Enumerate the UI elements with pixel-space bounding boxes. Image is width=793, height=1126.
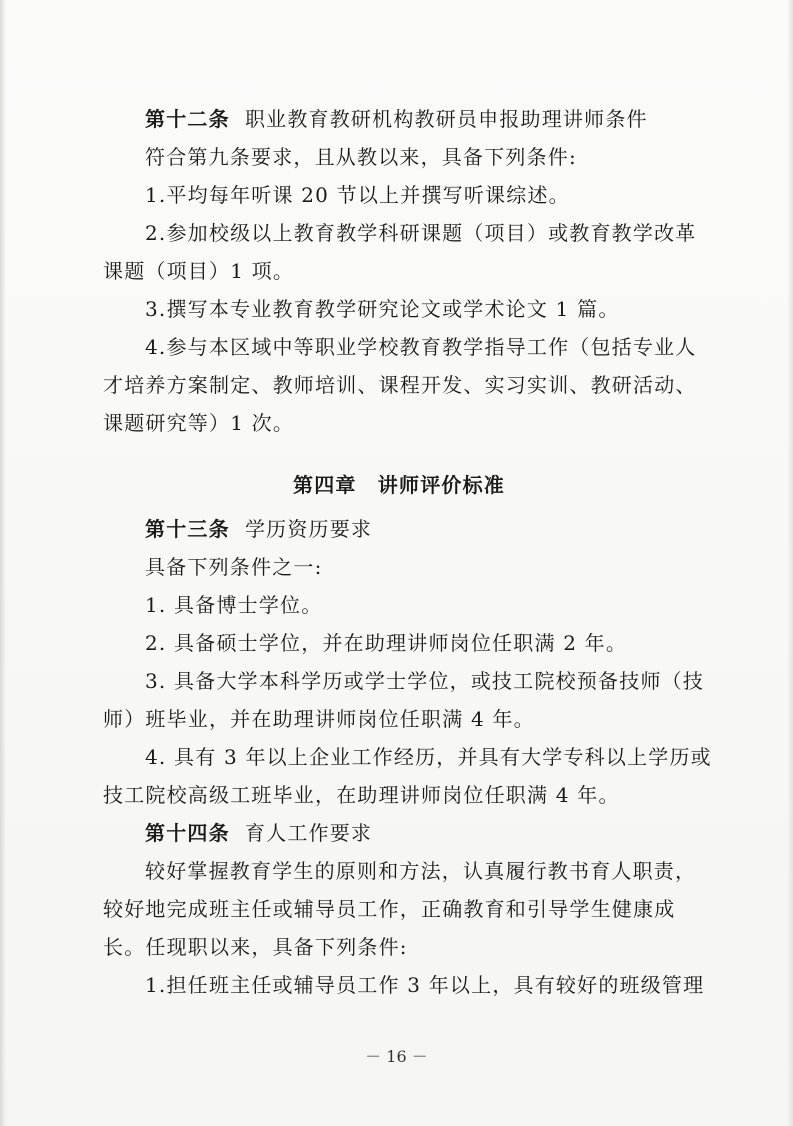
chapter-4-title: 第四章 讲师评价标准 bbox=[293, 473, 505, 497]
article-13-item-2: 2. 具备硕士学位，并在助理讲师岗位任职满 2 年。 bbox=[145, 631, 628, 655]
article-14-intro-line-3: 长。任现职以来，具备下列条件: bbox=[103, 935, 408, 959]
article-12-number: 第十二条 bbox=[145, 107, 230, 131]
scan-edge-left bbox=[0, 0, 6, 1126]
article-12-item-4-line-2: 才培养方案制定、教师培训、课程开发、实习实训、教研活动、 bbox=[103, 373, 697, 397]
article-14-heading bbox=[103, 814, 695, 852]
article-14-intro-line-2: 较好地完成班主任或辅导员工作，正确教育和引导学生健康成 bbox=[103, 897, 676, 921]
article-14-item-1: 1.担任班主任或辅导员工作 3 年以上，具有较好的班级管理 bbox=[145, 973, 705, 997]
document-body bbox=[103, 100, 712, 1004]
article-14-title: 育人工作要求 bbox=[244, 821, 373, 845]
article-13-item-3-line-2: 师）班毕业，并在助理讲师岗位任职满 4 年。 bbox=[103, 707, 535, 731]
article-12-item-3: 3.撰写本专业教育教学研究论文或学术论文 1 篇。 bbox=[145, 297, 620, 321]
article-13-number: 第十三条 bbox=[145, 517, 230, 541]
article-13-heading bbox=[103, 510, 695, 548]
article-14-intro-line-1: 较好掌握教育学生的原则和方法，认真履行教书育人职责， bbox=[145, 859, 697, 883]
scan-edge-right bbox=[787, 0, 793, 1126]
article-12-item-2-line-2: 课题（项目）1 项。 bbox=[103, 259, 295, 283]
article-13-item-3-line-1: 3. 具备大学本科学历或学士学位，或技工院校预备技师（技 bbox=[145, 669, 705, 693]
article-12-heading bbox=[103, 100, 695, 138]
article-13-title: 学历资历要求 bbox=[244, 517, 373, 541]
article-12-item-4-line-3: 课题研究等）1 次。 bbox=[103, 411, 295, 435]
article-13-item-4-line-1: 4. 具有 3 年以上企业工作经历，并具有大学专科以上学历或 bbox=[145, 745, 712, 769]
article-12-title: 职业教育教研机构教研员申报助理讲师条件 bbox=[244, 107, 648, 131]
page-number: － 16 － bbox=[365, 1047, 428, 1066]
article-13-item-4-line-2: 技工院校高级工班毕业，在助理讲师岗位任职满 4 年。 bbox=[103, 783, 620, 807]
article-12-item-4-line-1: 4.参与本区域中等职业学校教育教学指导工作（包括专业人 bbox=[145, 335, 697, 359]
article-14-number: 第十四条 bbox=[145, 821, 230, 845]
article-13-item-1: 1. 具备博士学位。 bbox=[145, 593, 323, 617]
article-12-item-1: 1.平均每年听课 20 节以上并撰写听课综述。 bbox=[145, 183, 570, 207]
article-12-item-2-line-1: 2.参加校级以上教育教学科研课题（项目）或教育教学改革 bbox=[145, 221, 697, 245]
article-13-intro: 具备下列条件之一: bbox=[145, 555, 323, 579]
article-12-intro: 符合第九条要求，且从教以来，具备下列条件: bbox=[145, 145, 577, 169]
